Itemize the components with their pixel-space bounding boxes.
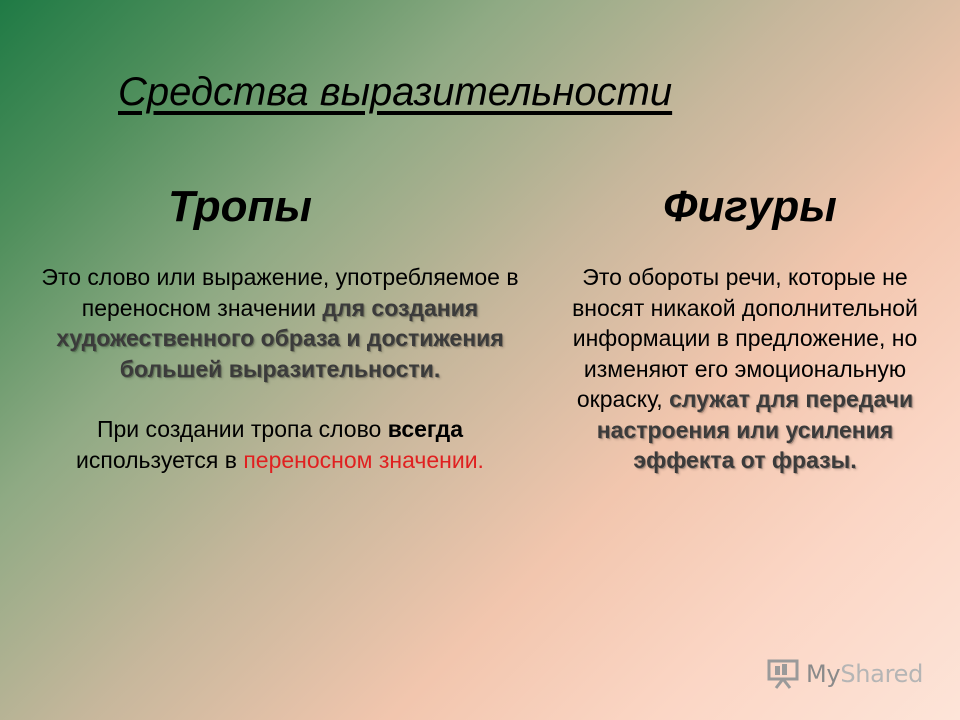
heading-figures: Фигуры	[663, 182, 837, 231]
heading-tropes: Тропы	[168, 182, 312, 231]
tropes-note	[40, 414, 520, 475]
watermark-brand-shared: Shared	[840, 660, 924, 688]
presentation-board-icon	[766, 658, 800, 690]
figures-definition-emphasis: служат для передачи настроения или усиления эффекта от фразы.	[596, 386, 914, 473]
tropes-definition	[40, 262, 520, 384]
tropes-note-bold: всегда	[387, 416, 463, 442]
tropes-note-text-2: используется в	[76, 446, 244, 473]
watermark-brand-my: My	[806, 660, 841, 688]
tropes-column	[40, 262, 520, 475]
tropes-note-text: При создании тропа слово	[96, 416, 388, 442]
tropes-definition-emphasis: для создания художественного образа и достижения большей выразительности.	[56, 294, 504, 382]
figures-definition-text: Это обороты речи, которые не вносят никакой дополнительной информации в предложение, но изменяют его эмоциональную окраску,	[572, 264, 918, 412]
tropes-definition-text: Это слово или выражение, употребляемое в переносном значении	[41, 264, 519, 321]
watermark-text	[806, 660, 923, 688]
myshared-watermark	[766, 656, 923, 692]
tropes-note-red: переносном значении.	[243, 446, 484, 473]
slide-title: Средства выразительности	[118, 70, 673, 114]
figures-definition	[545, 262, 945, 476]
figures-column	[545, 262, 945, 476]
